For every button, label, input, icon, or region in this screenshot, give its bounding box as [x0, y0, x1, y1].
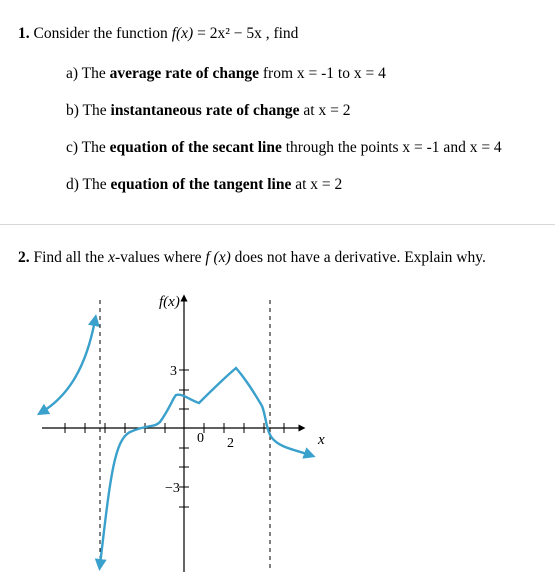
tick-label-y-neg3: −3	[165, 481, 180, 496]
function-rhs: = 2x² − 5x ,	[197, 25, 270, 42]
x-axis-label: x	[318, 432, 325, 448]
function-name: f(x)	[171, 25, 194, 42]
part-pre: The	[82, 102, 107, 119]
part-bold: average rate of change	[109, 65, 259, 82]
part-bold: equation of the tangent line	[110, 176, 292, 193]
y-axis-label: f(x)	[159, 294, 180, 310]
part-label: a)	[66, 65, 79, 82]
question-x-var: x	[108, 249, 115, 266]
tick-label-origin: 0	[197, 431, 204, 446]
part-label: c)	[66, 139, 79, 156]
tick-label-x-2: 2	[227, 436, 234, 451]
part-bold: equation of the secant line	[109, 139, 282, 156]
part-pre: The	[82, 176, 107, 193]
question-prompt: Consider the function	[33, 25, 168, 42]
question-number: 1.	[18, 25, 30, 42]
question-prompt-c: does not have a derivative. Explain why.	[234, 249, 486, 266]
question-prompt-a: Find all the	[33, 249, 105, 266]
part-post: from x = -1 to x = 4	[262, 65, 386, 82]
part-label: d)	[66, 176, 79, 193]
part-post: through the points x = -1 and x = 4	[285, 139, 502, 156]
part-label: b)	[66, 102, 79, 119]
part-pre: The	[81, 65, 106, 82]
question-function: f (x)	[205, 249, 231, 266]
curve-middle-branch	[100, 368, 310, 565]
tick-label-y-3: 3	[170, 364, 177, 379]
part-pre: The	[81, 139, 106, 156]
question-prompt-b: -values where	[115, 249, 202, 266]
question-number: 2.	[18, 249, 30, 266]
curve-left-branch	[42, 320, 95, 412]
part-bold: instantaneous rate of change	[110, 102, 300, 119]
part-post: at x = 2	[295, 176, 343, 193]
part-post: at x = 2	[303, 102, 351, 119]
question-tail: find	[273, 25, 299, 42]
